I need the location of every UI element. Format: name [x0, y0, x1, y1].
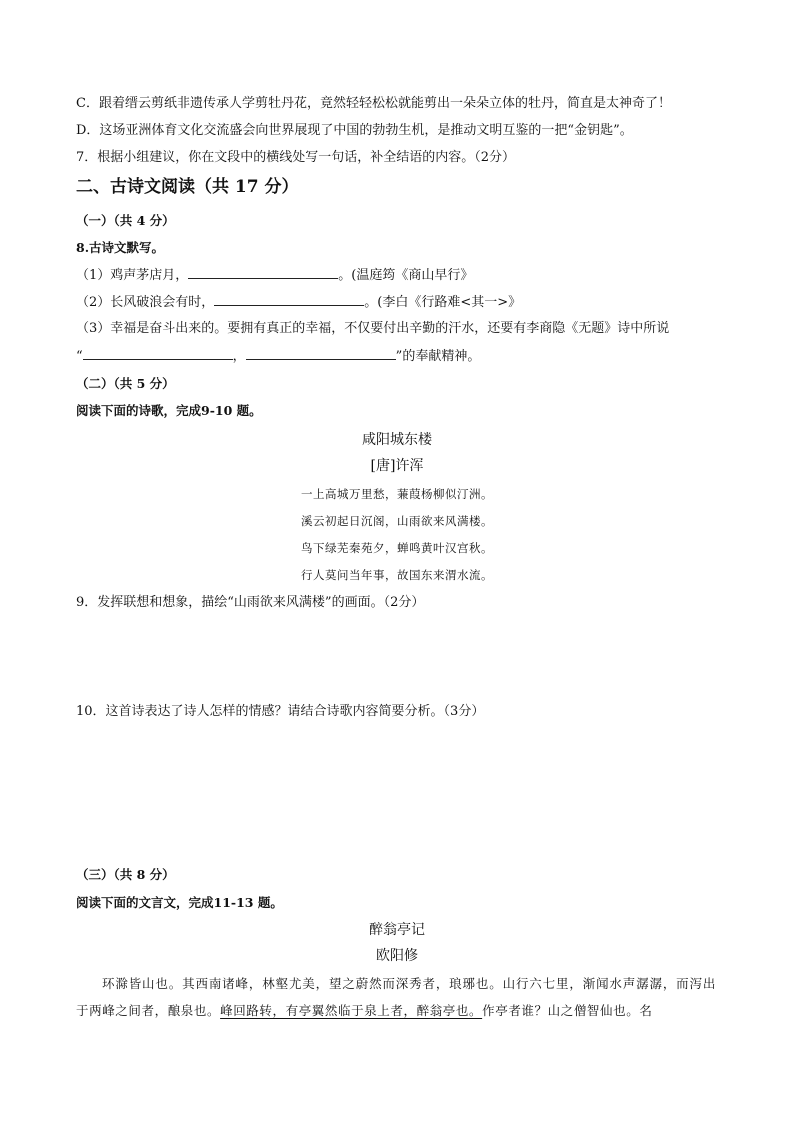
part-3-label: （三）（共 8 分） [76, 867, 175, 882]
q8-item-1 [76, 266, 473, 285]
q8-item-3-line-2 [76, 347, 480, 366]
q8-item-1-suffix: 。(温庭筠《商山早行》 [338, 268, 474, 283]
question-9: 9．发挥联想和想象，描绘“山雨欲来风满楼”的画面。（2分） [76, 595, 425, 610]
q8-item-2-prefix: （2）长风破浪会有时， [76, 295, 215, 310]
q8-item-2-suffix: 。(李白《行路难<其一>》 [364, 295, 522, 310]
q8-item-3-comma: ， [232, 349, 246, 364]
poem-title: 咸阳城东楼 [362, 432, 432, 448]
q8-item-2 [76, 293, 521, 312]
classical-text-part-b: 作亭者谁？山之僧智仙也。名 [482, 1003, 653, 1018]
poem-line-2: 溪云初起日沉阁，山雨欲来风满楼。 [301, 514, 493, 528]
q8-item-3-answer-blank-1[interactable] [83, 347, 233, 360]
part-2-label: （二）（共 5 分） [76, 376, 175, 391]
part-2-instruction: 阅读下面的诗歌，完成9-10 题。 [76, 403, 262, 418]
part-1-label: （一）（共 4 分） [76, 213, 175, 228]
classical-text-paragraph [76, 970, 716, 1024]
q8-item-1-prefix: （1）鸡声茅店月， [76, 268, 189, 283]
q8-item-3-answer-blank-2[interactable] [246, 347, 396, 360]
text-author: 欧阳修 [376, 948, 418, 964]
part-3-instruction: 阅读下面的文言文，完成11-13 题。 [76, 895, 283, 910]
text-title: 醉翁亭记 [369, 922, 425, 938]
underlined-sentence: 峰回路转，有亭翼然临于泉上者，醉翁亭也。 [220, 1003, 483, 1018]
poem-line-1: 一上高城万里愁，蒹葭杨柳似汀洲。 [301, 487, 493, 501]
question-7: 7．根据小组建议，你在文段中的横线处写一句话，补全结语的内容。（2分） [76, 150, 516, 165]
q8-item-2-answer-blank[interactable] [214, 293, 364, 306]
poem-line-3: 鸟下绿芜秦苑夕，蝉鸣黄叶汉宫秋。 [301, 541, 493, 555]
option-d: D．这场亚洲体育文化交流盛会向世界展现了中国的勃勃生机，是推动文明互鉴的一把“金钥匙”。 [76, 123, 633, 138]
question-10: 10．这首诗表达了诗人怎样的情感？请结合诗歌内容简要分析。（3分） [76, 704, 485, 719]
option-c: C．跟着缙云剪纸非遗传承人学剪牡丹花，竟然轻轻松松就能剪出一朵朵立体的牡丹，简直是太神奇了！ [76, 96, 671, 111]
q8-item-3-open-quote: “ [76, 349, 83, 364]
poem-author: [唐]许浑 [370, 458, 424, 474]
classical-text-part-a: 环滁皆山也。其西南诸峰，林壑尤美，望之蔚然而深秀者，琅琊也。山行六七里，渐闻水声潺潺，而泻出于两峰之间者，酿泉也。 [76, 976, 716, 1018]
poem-line-4: 行人莫问当年事，故国东来渭水流。 [301, 568, 493, 582]
section-2-title: 二、古诗文阅读（共 17 分） [76, 177, 299, 197]
q8-item-1-answer-blank[interactable] [188, 266, 338, 279]
q8-item-3-line-1: （3）幸福是奋斗出来的。要拥有真正的幸福，不仅要付出辛勤的汗水，还要有李商隐《无题》诗中所说 [76, 321, 670, 336]
q8-item-3-suffix: ”的奉献精神。 [395, 349, 481, 364]
question-8-title: 8.古诗文默写。 [76, 240, 165, 255]
